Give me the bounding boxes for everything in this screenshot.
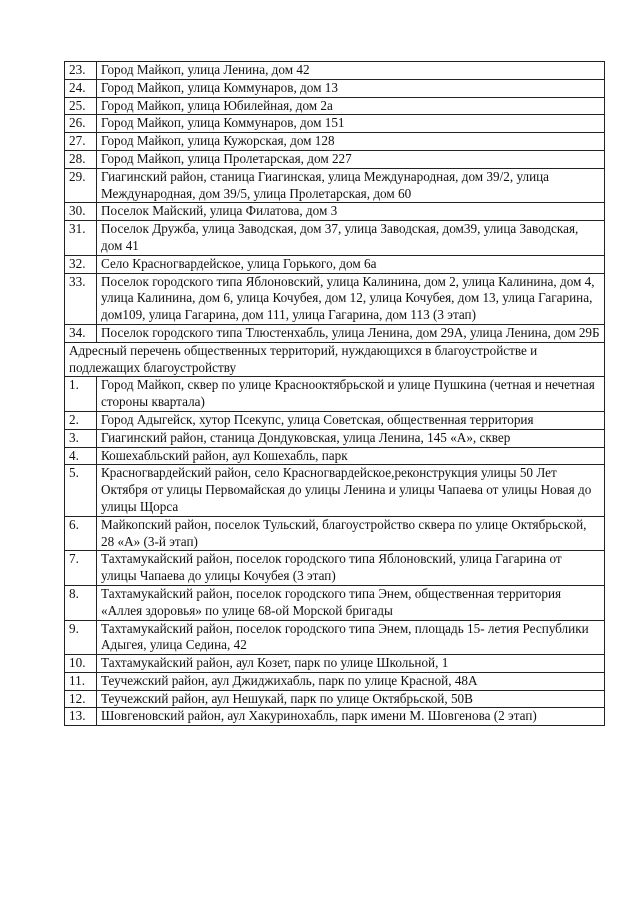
address-table-body xyxy=(65,62,605,726)
row-address: Красногвардейский район, село Красногвардейское,реконструкция улицы 50 Лет Октября от улицы Первомайская до улицы Ленина и улицы Чапаева от улицы Новая до улицы Щорса xyxy=(97,465,605,516)
table-row xyxy=(65,150,605,168)
row-address: Теучежский район, аул Нешукай, парк по улице Октябрьской, 50В xyxy=(97,690,605,708)
section-title: Адресный перечень общественных территорий, нуждающихся в благоустройстве и подлежащих благоустройству xyxy=(65,342,605,377)
row-number: 9. xyxy=(65,620,97,655)
table-row xyxy=(65,203,605,221)
table-row xyxy=(65,168,605,203)
row-address: Город Майкоп, улица Коммунаров, дом 13 xyxy=(97,79,605,97)
row-address: Город Майкоп, улица Коммунаров, дом 151 xyxy=(97,115,605,133)
row-number: 12. xyxy=(65,690,97,708)
row-number: 23. xyxy=(65,62,97,80)
row-number: 29. xyxy=(65,168,97,203)
table-row xyxy=(65,708,605,726)
row-number: 31. xyxy=(65,221,97,256)
row-number: 27. xyxy=(65,133,97,151)
table-row xyxy=(65,690,605,708)
row-number: 33. xyxy=(65,273,97,324)
row-address: Город Майкоп, сквер по улице Краснооктябрьской и улице Пушкина (четная и нечетная стороны квартала) xyxy=(97,377,605,412)
row-address: Теучежский район, аул Джиджихабль, парк по улице Красной, 48А xyxy=(97,672,605,690)
row-address: Город Майкоп, улица Ленина, дом 42 xyxy=(97,62,605,80)
row-address: Гиагинский район, станица Дондуковская, улица Ленина, 145 «А», сквер xyxy=(97,429,605,447)
row-address: Тахтамукайский район, поселок городского типа Яблоновский, улица Гагарина от улицы Чапаева до улицы Кочубея (3 этап) xyxy=(97,551,605,586)
row-number: 26. xyxy=(65,115,97,133)
row-number: 32. xyxy=(65,255,97,273)
row-number: 1. xyxy=(65,377,97,412)
row-address: Село Красногвардейское, улица Горького, дом 6а xyxy=(97,255,605,273)
row-address: Поселок городского типа Яблоновский, улица Калинина, дом 2, улица Калинина, дом 4, улица Калинина, дом 6, улица Кочубея, дом 12, улица Кочубея, дом 13, улица Гагарина, дом109, улица Гагарина, дом 111, улица Гагарина, дом 113 (3 этап) xyxy=(97,273,605,324)
table-row xyxy=(65,429,605,447)
table-row xyxy=(65,620,605,655)
row-number: 7. xyxy=(65,551,97,586)
row-number: 8. xyxy=(65,585,97,620)
table-row xyxy=(65,516,605,551)
row-address: Майкопский район, поселок Тульский, благоустройство сквера по улице Октябрьской, 28 «А» (3-й этап) xyxy=(97,516,605,551)
table-row xyxy=(65,115,605,133)
row-number: 2. xyxy=(65,411,97,429)
row-number: 6. xyxy=(65,516,97,551)
table-row xyxy=(65,221,605,256)
table-row xyxy=(65,79,605,97)
row-number: 25. xyxy=(65,97,97,115)
table-row xyxy=(65,672,605,690)
address-table xyxy=(64,61,605,726)
row-number: 28. xyxy=(65,150,97,168)
row-address: Поселок Дружба, улица Заводская, дом 37, улица Заводская, дом39, улица Заводская, дом 41 xyxy=(97,221,605,256)
row-number: 4. xyxy=(65,447,97,465)
row-number: 10. xyxy=(65,655,97,673)
table-row xyxy=(65,585,605,620)
table-row xyxy=(65,465,605,516)
row-address: Город Майкоп, улица Юбилейная, дом 2а xyxy=(97,97,605,115)
row-number: 34. xyxy=(65,324,97,342)
row-number: 13. xyxy=(65,708,97,726)
row-number: 5. xyxy=(65,465,97,516)
row-address: Тахтамукайский район, аул Козет, парк по улице Школьной, 1 xyxy=(97,655,605,673)
row-address: Город Майкоп, улица Пролетарская, дом 227 xyxy=(97,150,605,168)
table-row xyxy=(65,273,605,324)
table-row xyxy=(65,447,605,465)
row-address: Город Майкоп, улица Кужорская, дом 128 xyxy=(97,133,605,151)
row-address: Гиагинский район, станица Гиагинская, улица Международная, дом 39/2, улица Международная, дом 39/5, улица Пролетарская, дом 60 xyxy=(97,168,605,203)
table-row xyxy=(65,411,605,429)
row-address: Шовгеновский район, аул Хакуринохабль, парк имени М. Шовгенова (2 этап) xyxy=(97,708,605,726)
table-row xyxy=(65,551,605,586)
section-heading-row xyxy=(65,342,605,377)
row-address: Поселок городского типа Тлюстенхабль, улица Ленина, дом 29А, улица Ленина, дом 29Б xyxy=(97,324,605,342)
row-number: 11. xyxy=(65,672,97,690)
row-number: 3. xyxy=(65,429,97,447)
row-number: 24. xyxy=(65,79,97,97)
table-row xyxy=(65,62,605,80)
table-row xyxy=(65,655,605,673)
row-address: Кошехабльский район, аул Кошехабль, парк xyxy=(97,447,605,465)
row-address: Поселок Майский, улица Филатова, дом 3 xyxy=(97,203,605,221)
table-row xyxy=(65,324,605,342)
row-number: 30. xyxy=(65,203,97,221)
row-address: Город Адыгейск, хутор Псекупс, улица Советская, общественная территория xyxy=(97,411,605,429)
table-row xyxy=(65,97,605,115)
table-row xyxy=(65,377,605,412)
table-row xyxy=(65,133,605,151)
row-address: Тахтамукайский район, поселок городского типа Энем, площадь 15- летия Республики Адыгея, улица Седина, 42 xyxy=(97,620,605,655)
table-row xyxy=(65,255,605,273)
row-address: Тахтамукайский район, поселок городского типа Энем, общественная территория «Аллея здоровья» по улице 68-ой Морской бригады xyxy=(97,585,605,620)
